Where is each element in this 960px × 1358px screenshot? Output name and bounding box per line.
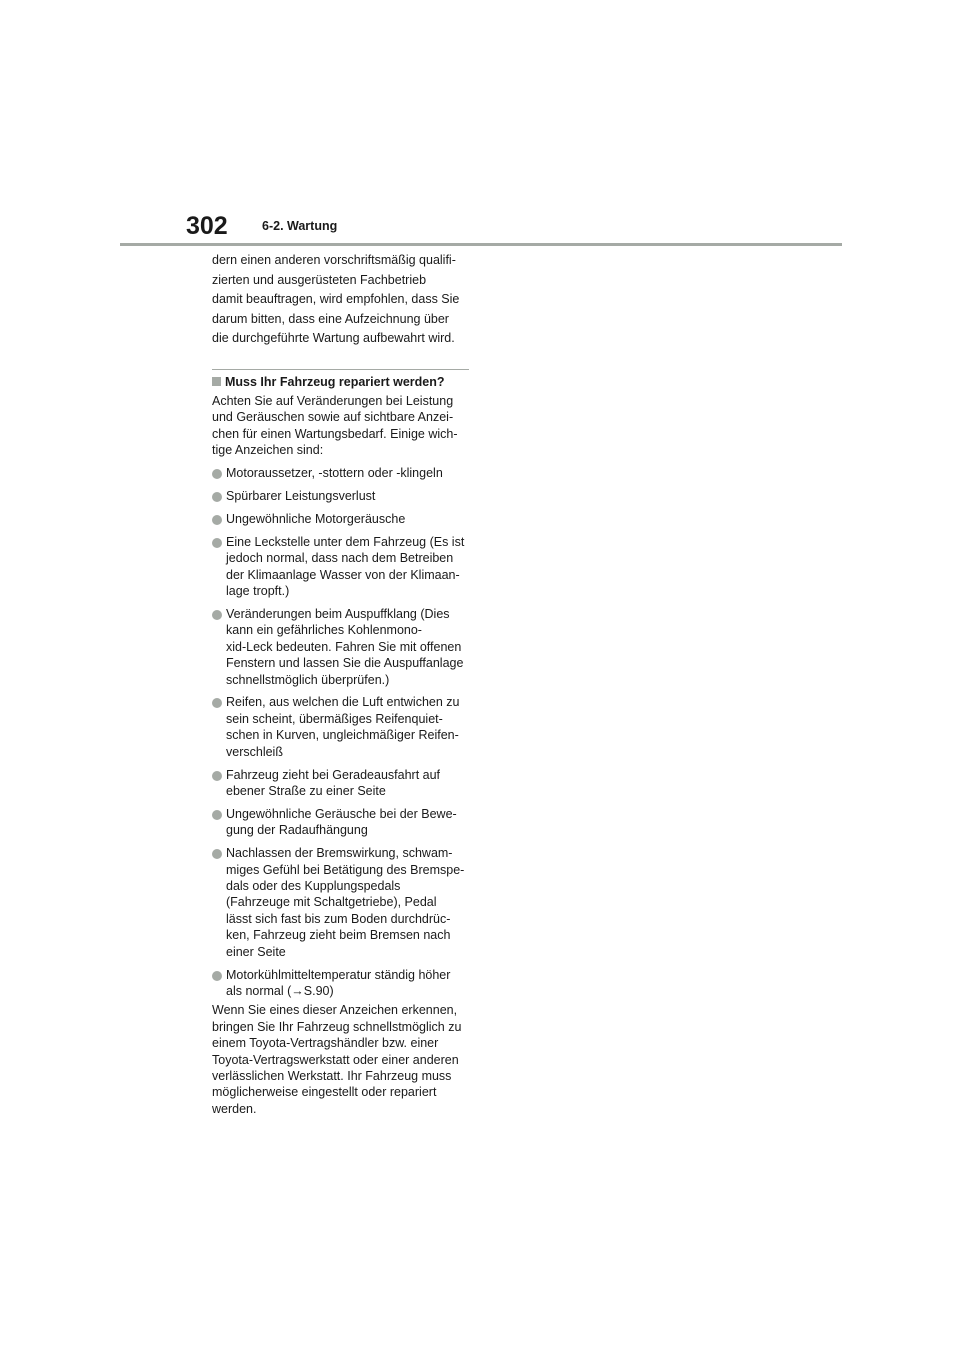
round-bullet-icon — [212, 469, 222, 479]
bullet-line: Nachlassen der Bremswirkung, schwam- — [226, 846, 453, 861]
bullet-line: schen in Kurven, ungleichmäßiger Reifen- — [226, 728, 459, 743]
bullet-item — [212, 806, 474, 839]
lead-paragraph — [212, 393, 474, 459]
lead-line: tige Anzeichen sind: — [212, 443, 324, 458]
bullet-line: kann ein gefährliches Kohlenmono- — [226, 623, 422, 638]
bullet-line: Fahrzeug zieht bei Geradeausfahrt auf — [226, 767, 441, 782]
symptom-list — [212, 465, 474, 999]
bullet-line: gung der Radaufhängung — [226, 823, 368, 838]
bullet-item — [212, 511, 474, 527]
lead-line: und Geräuschen sowie auf sichtbare Anzei- — [212, 410, 454, 425]
bullet-item — [212, 767, 474, 800]
lead-line: Achten Sie auf Veränderungen bei Leistung — [212, 393, 454, 408]
bullet-line: sein scheint, übermäßiges Reifenquiet- — [226, 711, 443, 726]
round-bullet-icon — [212, 610, 222, 620]
bullet-line: jedoch normal, dass nach dem Betreiben — [226, 551, 454, 566]
closing-line: Wenn Sie eines dieser Anzeichen erkennen, — [212, 1003, 458, 1018]
bullet-line: xid-Leck bedeuten. Fahren Sie mit offenen — [226, 639, 462, 654]
bullet-line: Reifen, aus welchen die Luft entwichen zu — [226, 695, 460, 710]
section-heading — [212, 373, 474, 391]
bullet-line: miges Gefühl bei Betätigung des Bremspe- — [226, 862, 465, 877]
heading-divider — [212, 369, 469, 370]
closing-line: einem Toyota-Vertragshändler bzw. einer — [212, 1036, 439, 1051]
bullet-line: Veränderungen beim Auspuffklang (Dies — [226, 606, 450, 621]
lead-line: chen für einen Wartungsbedarf. Einige wich- — [212, 426, 458, 441]
round-bullet-icon — [212, 698, 222, 708]
bullet-line: (Fahrzeuge mit Schaltgetriebe), Pedal — [226, 895, 437, 910]
bullet-line: dals oder des Kupplungspedals — [226, 879, 401, 894]
bullet-line: Motorkühlmitteltemperatur ständig höher — [226, 967, 451, 982]
closing-paragraph — [212, 1002, 474, 1117]
bullet-item — [212, 694, 474, 760]
intro-line: dern einen anderen vorschriftsmäßig qualifi- — [212, 253, 456, 267]
intro-paragraph — [212, 251, 474, 349]
header-divider — [120, 243, 842, 246]
bullet-line: als normal (→S.90) — [226, 983, 334, 998]
closing-line: verlässlichen Werkstatt. Ihr Fahrzeug muss — [212, 1069, 452, 1083]
closing-line: werden. — [212, 1101, 257, 1116]
bullet-line: Ungewöhnliche Motorgeräusche — [226, 511, 406, 526]
bullet-line: der Klimaanlage Wasser von der Klimaan- — [226, 567, 460, 582]
bullet-item — [212, 845, 474, 960]
bullet-item — [212, 534, 474, 600]
bullet-line: lage tropft.) — [226, 584, 290, 599]
bullet-line: ebener Straße zu einer Seite — [226, 784, 386, 798]
round-bullet-icon — [212, 771, 222, 781]
intro-line: damit beauftragen, wird empfohlen, dass Sie — [212, 292, 460, 307]
page-number: 302 — [186, 212, 228, 240]
bullet-line: lässt sich fast bis zum Boden durchdrüc- — [226, 911, 451, 926]
section-title: 6-2. Wartung — [262, 219, 338, 233]
round-bullet-icon — [212, 538, 222, 548]
closing-line: bringen Sie Ihr Fahrzeug schnellstmöglich zu — [212, 1019, 462, 1034]
closing-line: Toyota-Vertragswerkstatt oder einer anderen — [212, 1052, 459, 1067]
bullet-line: Motoraussetzer, -stottern oder -klingeln — [226, 466, 443, 481]
bullet-line: einer Seite — [226, 944, 286, 959]
round-bullet-icon — [212, 515, 222, 525]
bullet-line: Spürbarer Leistungsverlust — [226, 489, 376, 503]
bullet-line: schnellstmöglich überprüfen.) — [226, 672, 390, 687]
round-bullet-icon — [212, 971, 222, 981]
closing-line: möglicherweise eingestellt oder repariert — [212, 1085, 437, 1100]
text-column — [212, 251, 474, 1117]
intro-line: zierten und ausgerüsteten Fachbetrieb — [212, 272, 427, 287]
bullet-item — [212, 488, 474, 504]
bullet-item — [212, 606, 474, 688]
bullet-line: Eine Leckstelle unter dem Fahrzeug (Es ist — [226, 534, 465, 549]
bullet-line: Fenstern und lassen Sie die Auspuffanlage — [226, 656, 464, 671]
bullet-line: verschleiß — [226, 744, 283, 759]
round-bullet-icon — [212, 810, 222, 820]
bullet-line: Ungewöhnliche Geräusche bei der Bewe- — [226, 806, 457, 821]
section-heading-text: Muss Ihr Fahrzeug repariert werden? — [225, 374, 445, 389]
square-bullet-icon — [212, 377, 221, 386]
bullet-line: ken, Fahrzeug zieht beim Bremsen nach — [226, 928, 451, 943]
bullet-item — [212, 967, 474, 1000]
intro-line: darum bitten, dass eine Aufzeichnung über — [212, 311, 449, 326]
bullet-item — [212, 465, 474, 481]
intro-line: die durchgeführte Wartung aufbewahrt wird. — [212, 331, 455, 346]
round-bullet-icon — [212, 849, 222, 859]
round-bullet-icon — [212, 492, 222, 502]
